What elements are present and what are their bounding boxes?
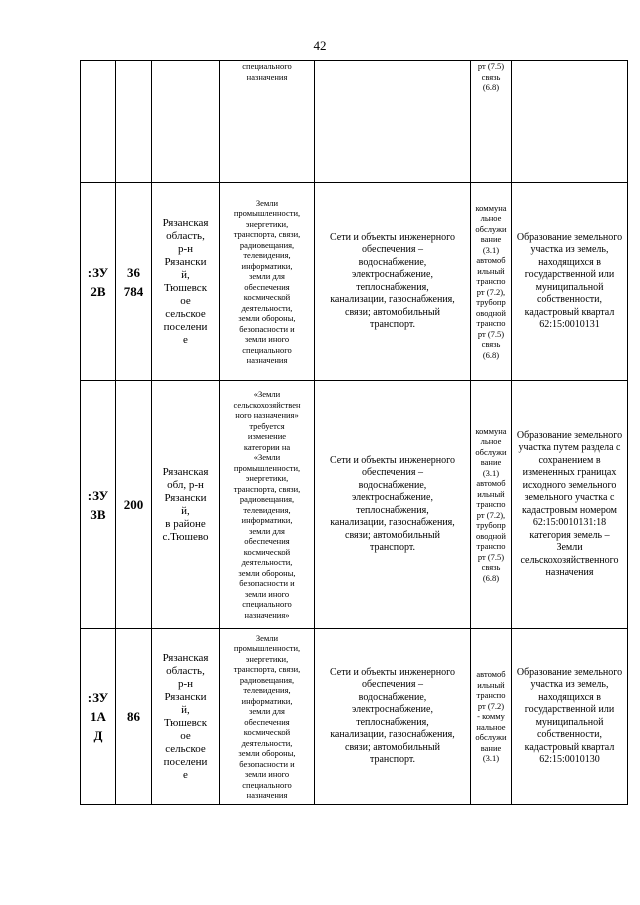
plot-location-cell: Рязанская область, р-н Рязански й, Тюшевск ое сельское поселени е (152, 183, 220, 381)
land-category-cell: Земли промышленности, энергетики, транспорта, связи, радиовещания, телевидения, информатики, земли для обеспечения космической деятельности, земли обороны, безопасности и земли иного специального назначения (220, 629, 315, 805)
note-cell (512, 61, 628, 183)
permitted-use-cell: автомоб ильный транспо рт (7.2) - комму нальное обслужи вание (3.1) (471, 629, 512, 805)
table-row (81, 61, 628, 183)
objects-cell: Сети и объекты инженерного обеспечения – водоснабжение, электроснабжение, теплоснабжения, канализации, газоснабжения, связи; автомобильный транспорт. (315, 183, 471, 381)
plot-id-cell: :ЗУ 2В (81, 183, 116, 381)
land-category-cell: Земли промышленности, энергетики, транспорта, связи, радиовещания, телевидения, информатики, земли для обеспечения космической деятельности, земли обороны, безопасности и земли иного специального назначения (220, 183, 315, 381)
permitted-use-cell: коммуна льное обслужи вание (3.1) автомоб ильный транспо рт (7.2), трубопр оводной транспо рт (7.5) связь (6.8) (471, 381, 512, 629)
table-row (81, 183, 628, 381)
permitted-use-cell: коммуна льное обслужи вание (3.1) автомоб ильный транспо рт (7.2), трубопр оводной транспо рт (7.5) связь (6.8) (471, 183, 512, 381)
note-cell: Образование земельного участка из земель, находящихся в государственной или муниципальной собственности, кадастровый квартал 62:15:0010131 (512, 183, 628, 381)
plot-id-cell: :ЗУ 1А Д (81, 629, 116, 805)
plot-location-cell: Рязанская область, р-н Рязански й, Тюшевск ое сельское поселени е (152, 629, 220, 805)
objects-cell: Сети и объекты инженерного обеспечения – водоснабжение, электроснабжение, теплоснабжения, канализации, газоснабжения, связи; автомобильный транспорт. (315, 629, 471, 805)
table-row (81, 629, 628, 805)
plot-location-cell: Рязанская обл, р-н Рязански й, в районе с.Тюшево (152, 381, 220, 629)
plot-area-cell: 36 784 (116, 183, 152, 381)
plot-location-cell (152, 61, 220, 183)
objects-cell (315, 61, 471, 183)
note-cell: Образование земельного участка из земель, находящихся в государственной или муниципальной собственности, кадастровый квартал 62:15:0010130 (512, 629, 628, 805)
land-category-cell: специального назначения (220, 61, 315, 183)
plot-area-cell (116, 61, 152, 183)
page-number: 42 (313, 38, 327, 53)
table-row (81, 381, 628, 629)
land-plots-table (80, 60, 628, 805)
permitted-use-cell: рт (7.5) связь (6.8) (471, 61, 512, 183)
plot-id-cell (81, 61, 116, 183)
plot-id-cell: :ЗУ 3В (81, 381, 116, 629)
plot-area-cell: 86 (116, 629, 152, 805)
land-category-cell: «Земли сельскохозяйствен ного назначения» требуется изменение категории на «Земли промышленности, энергетики, транспорта, связи, радиовещания, телевидения, информатики, земли для обеспечения космической деятельности, земли обороны, безопасности и земли иного специального назначения» (220, 381, 315, 629)
plot-area-cell: 200 (116, 381, 152, 629)
objects-cell: Сети и объекты инженерного обеспечения – водоснабжение, электроснабжение, теплоснабжения, канализации, газоснабжения, связи; автомобильный транспорт. (315, 381, 471, 629)
note-cell: Образование земельного участка путем раздела с сохранением в измененных границах исходного земельного земельного участка с кадастровым номером 62:15:0010131:18 категория земель – Земли сельскохозяйственного назначения (512, 381, 628, 629)
